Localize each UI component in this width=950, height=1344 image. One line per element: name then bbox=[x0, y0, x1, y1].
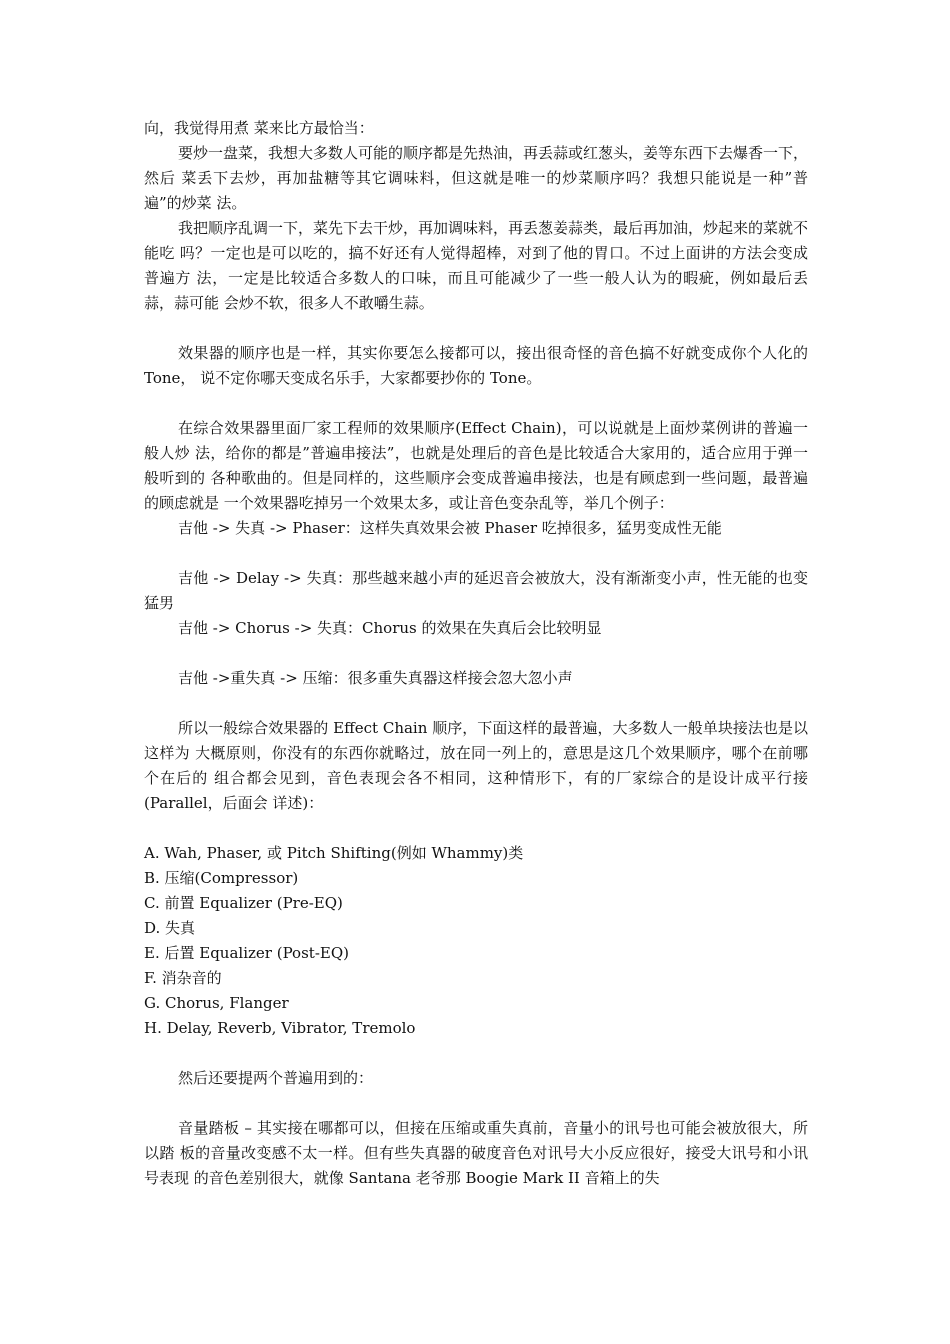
paragraph-intro: 向，我觉得用煮 菜来比方最恰当： bbox=[144, 119, 374, 137]
list-item: F. 消杂音的 bbox=[144, 969, 222, 987]
paragraph-effect-order: 效果器的顺序也是一样，其实你要怎么接都可以，接出很奇怪的音色搞不好就变成你个人化的 Tone， 说不定你哪天变成名乐手，大家都要抄你的 Tone。 bbox=[144, 344, 808, 387]
spacer bbox=[144, 1091, 808, 1116]
paragraph-cooking-order: 要炒一盘菜，我想大多数人可能的顺序都是先热油，再丢蒜或红葱头，姜等东西下去爆香一下，然后 菜丢下去炒，再加盐糖等其它调味料，但这就是唯一的炒菜顺序吗？我想只能说是一种”普遍”的炒菜 法。 bbox=[144, 144, 809, 212]
list-item: C. 前置 Equalizer (Pre-EQ) bbox=[144, 894, 343, 912]
spacer bbox=[144, 541, 808, 566]
spacer bbox=[144, 391, 808, 416]
list-item: E. 后置 Equalizer (Post-EQ) bbox=[144, 944, 349, 962]
list-item: H. Delay, Reverb, Vibrator, Tremolo bbox=[144, 1019, 416, 1037]
example-distortion-phaser: 吉他 -> 失真 -> Phaser：这样失真效果会被 Phaser 吃掉很多，猛男变成性无能 bbox=[178, 519, 722, 537]
paragraph-two-more: 然后还要提两个普遍用到的： bbox=[178, 1069, 374, 1087]
spacer bbox=[144, 1041, 808, 1066]
list-item: B. 压缩(Compressor) bbox=[144, 869, 299, 887]
effect-chain-list bbox=[144, 841, 808, 1041]
list-item: G. Chorus, Flanger bbox=[144, 994, 289, 1012]
paragraph-common-chain: 所以一般综合效果器的 Effect Chain 顺序，下面这样的最普遍，大多数人一般单块接法也是以这样为 大概原则，你没有的东西你就略过，放在同一列上的，意思是这几个效果顺序，哪个在前哪个在后的 组合都会见到，音色表现会各不相同，这种情形下，有的厂家综合的是设计成平行接(Parallel，后面会 详述)： bbox=[144, 719, 808, 812]
example-delay-distortion: 吉他 -> Delay -> 失真：那些越来越小声的延迟音会被放大，没有渐渐变小声，性无能的也变猛男 bbox=[144, 569, 808, 612]
document-page bbox=[144, 116, 808, 1191]
list-item: A. Wah, Phaser, 或 Pitch Shifting(例如 Whammy)类 bbox=[144, 844, 524, 862]
example-distortion-compressor: 吉他 ->重失真 -> 压缩：很多重失真器这样接会忽大忽小声 bbox=[178, 669, 573, 687]
paragraph-shuffled-order: 我把顺序乱调一下，菜先下去干炒，再加调味料，再丢葱姜蒜类，最后再加油，炒起来的菜就不能吃 吗？一定也是可以吃的，搞不好还有人觉得超棒，对到了他的胃口。不过上面讲的方法会变成普遍方 法，一定是比较适合多数人的口味，而且可能减少了一些一般人认为的暇疵，例如最后丢蒜，蒜可能 会炒不软，很多人不敢嚼生蒜。 bbox=[144, 219, 809, 312]
spacer bbox=[144, 641, 808, 666]
paragraph-effect-chain: 在综合效果器里面厂家工程师的效果顺序(Effect Chain)，可以说就是上面炒菜例讲的普遍一般人炒 法，给你的都是”普遍串接法”，也就是处理后的音色是比较适合大家用的，适合应用于弹一般听到的 各种歌曲的。但是同样的，这些顺序会变成普遍串接法，也是有顾虑到一些问题，最普遍的顾虑就是 一个效果器吃掉另一个效果太多，或让音色变杂乱等，举几个例子： bbox=[144, 419, 808, 512]
list-item: D. 失真 bbox=[144, 919, 196, 937]
paragraph-volume-pedal: 音量踏板 – 其实接在哪都可以，但接在压缩或重失真前，音量小的讯号也可能会被放很大，所以踏 板的音量改变感不太一样。但有些失真器的破度音色对讯号大小反应很好，接受大讯号和小讯号表现 的音色差别很大，就像 Santana 老爷那 Boogie Mark II 音箱上的失 bbox=[144, 1119, 808, 1187]
example-chorus-distortion: 吉他 -> Chorus -> 失真：Chorus 的效果在失真后会比较明显 bbox=[178, 619, 602, 637]
spacer bbox=[144, 816, 808, 841]
spacer bbox=[144, 316, 808, 341]
spacer bbox=[144, 691, 808, 716]
